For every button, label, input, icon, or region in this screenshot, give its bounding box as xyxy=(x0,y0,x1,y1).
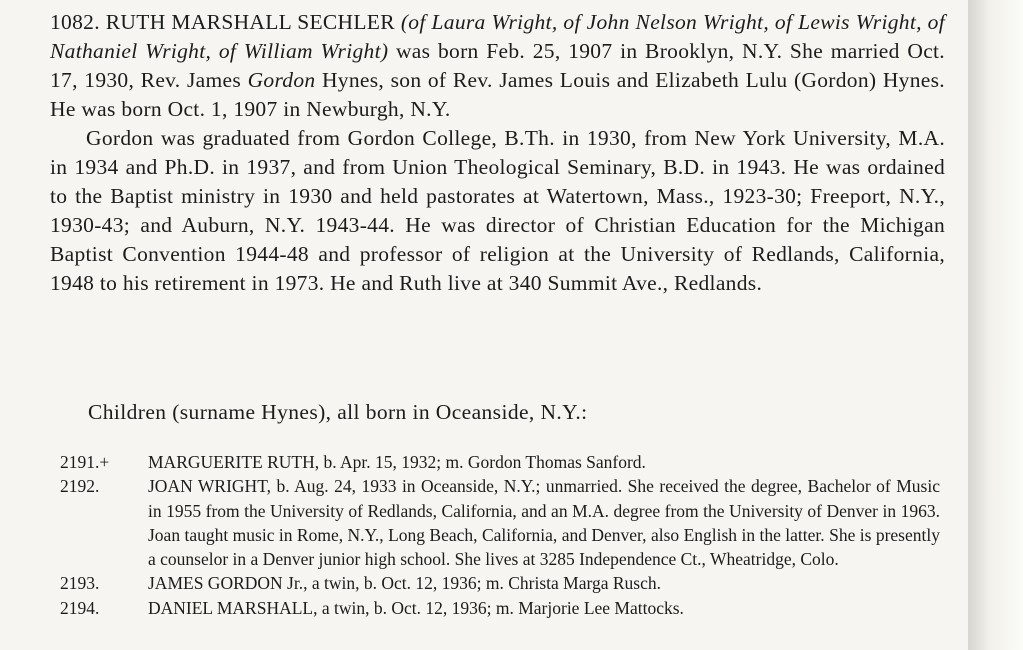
husband-middle-name: Gordon xyxy=(247,68,316,92)
child-entry xyxy=(60,596,940,620)
children-list xyxy=(60,450,940,620)
child-text: MARGUERITE RUTH, b. Apr. 15, 1932; m. Gordon Thomas Sanford. xyxy=(148,452,646,472)
child-text: DANIEL MARSHALL, a twin, b. Oct. 12, 1936; m. Marjorie Lee Mattocks. xyxy=(148,597,684,618)
child-number: 2192. xyxy=(60,476,100,497)
entry-birth-text: was born Feb. 25, 1907 in Brooklyn, N.Y. She married Oct. 17, 1930, Rev. James xyxy=(50,39,945,92)
child-entry xyxy=(60,450,940,474)
entry-paragraph xyxy=(50,8,945,124)
child-number: 2194. xyxy=(60,597,100,618)
child-entry xyxy=(60,571,940,595)
entry-after-husband: Hynes, son of Rev. James Louis and Elizabeth Lulu (Gordon) Hynes. He was born Oct. 1, 1907 in Newburgh, N.Y. xyxy=(50,68,945,121)
children-heading: Children (surname Hynes), all born in Oceanside, N.Y.: xyxy=(88,400,588,424)
child-entry xyxy=(60,474,940,571)
child-number: 2193. xyxy=(60,573,100,594)
child-text: JOAN WRIGHT, b. Aug. 24, 1933 in Oceanside, N.Y.; unmarried. She received the degree, Bachelor of Music in 1955 from the University of Redlands, California, and an M.A. degree from the University of Denver in 1963. Joan taught music in Rome, N.Y., Long Beach, California, and Denver, also English in the latter. She is presently a counselor in a Denver junior high school. She lives at 3285 Independence Ct., Wheatridge, Colo. xyxy=(148,476,940,570)
entry-number: 1082. xyxy=(50,10,100,34)
child-text: JAMES GORDON Jr., a twin, b. Oct. 12, 1936; m. Christa Marga Rusch. xyxy=(148,573,661,594)
child-number: 2191.+ xyxy=(60,452,110,472)
genealogy-entry xyxy=(50,8,945,298)
page-edge xyxy=(968,0,1023,650)
entry-name: RUTH MARSHALL SECHLER xyxy=(105,10,395,34)
biography-paragraph: Gordon was graduated from Gordon College, B.Th. in 1930, from New York University, M.A. in 1934 and Ph.D. in 1937, and from Union Theological Seminary, B.D. in 1943. He was ordained to the Baptist ministry in 1930 and held pastorates at Watertown, Mass., 1923-30; Freeport, N.Y., 1930-43; and Auburn, N.Y. 1943-44. He was director of Christian Education for the Michigan Baptist Convention 1944-48 and professor of religion at the University of Redlands, California, 1948 to his retirement in 1973. He and Ruth live at 340 Summit Ave., Redlands. xyxy=(50,126,945,295)
entry-lineage: (of Laura Wright, of John Nelson Wright, of Lewis Wright, of Nathaniel Wright, of William Wright) xyxy=(50,10,945,63)
